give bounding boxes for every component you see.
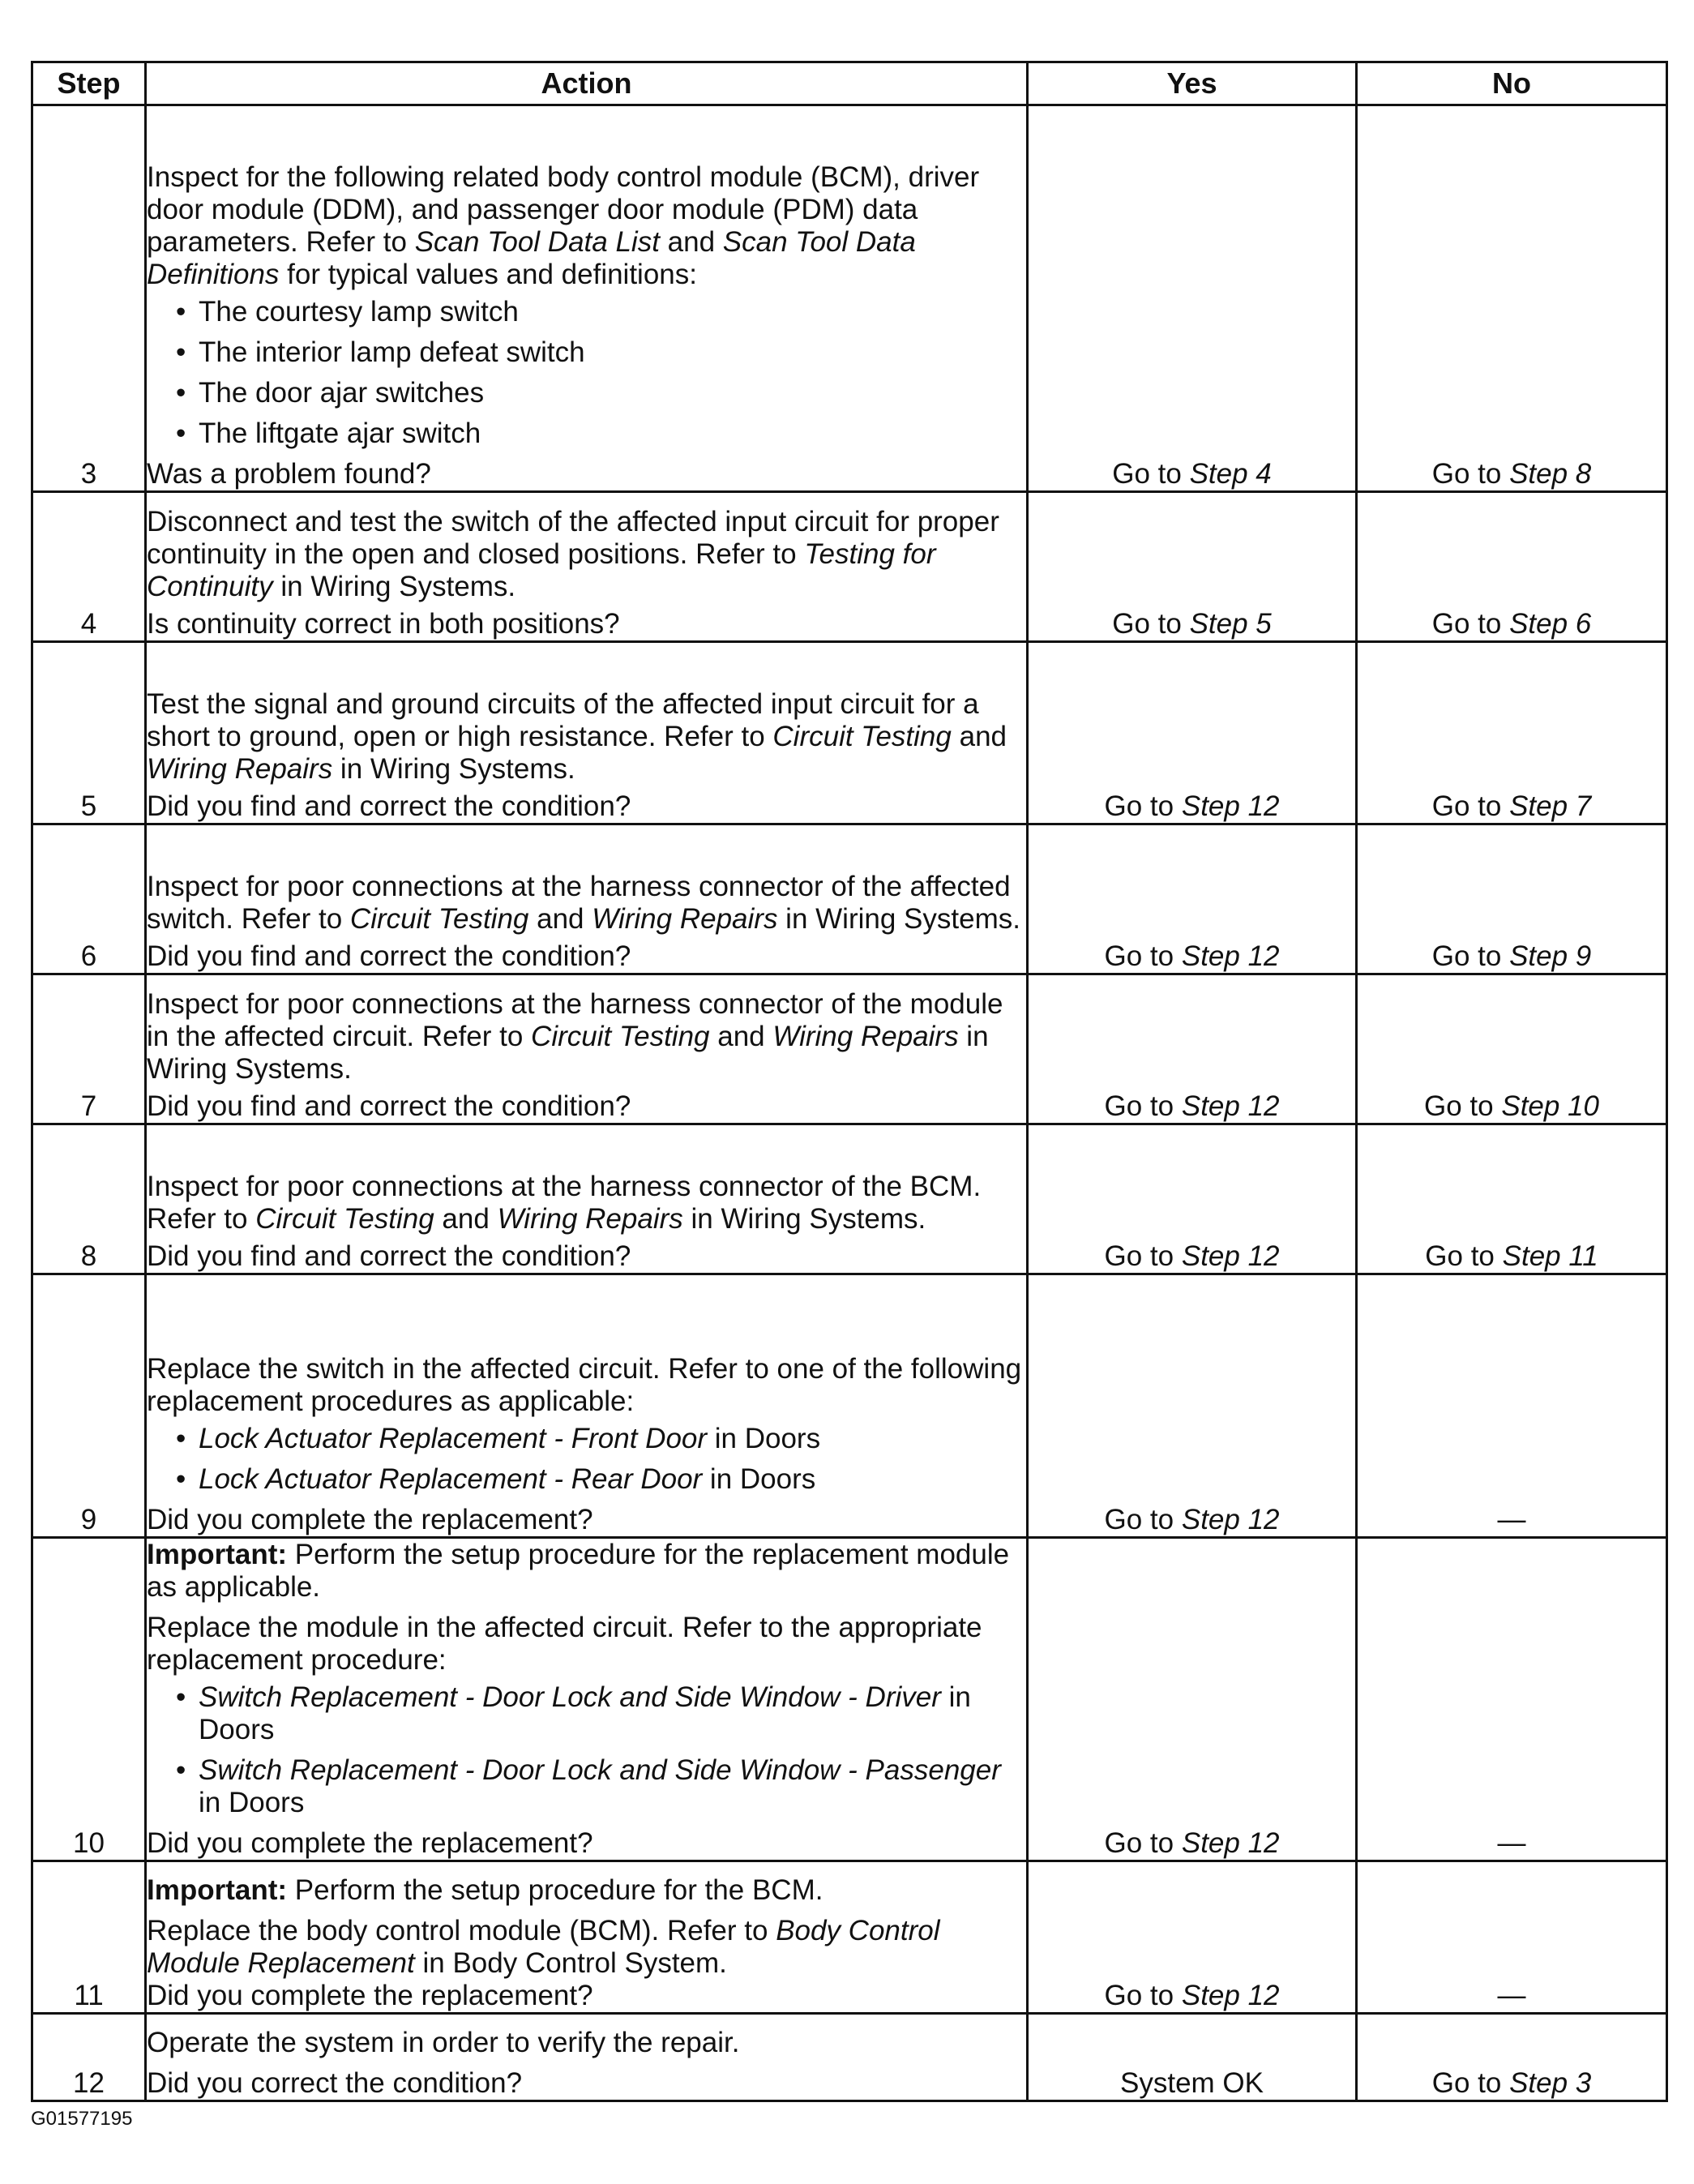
reference-link: Circuit Testing xyxy=(349,903,529,935)
list-item: • The courtesy lamp switch xyxy=(147,296,1026,328)
list-item: • The interior lamp defeat switch xyxy=(147,336,1026,369)
step-number: 8 xyxy=(32,1124,146,1274)
reference-link: Lock Actuator Replacement - Rear Door xyxy=(199,1463,703,1495)
table-row xyxy=(32,1274,1667,1538)
yes-cell: Go to Step 5 xyxy=(1028,492,1357,642)
no-cell: Go to Step 10 xyxy=(1357,974,1667,1124)
no-cell: Go to Step 11 xyxy=(1357,1124,1667,1274)
step-number: 7 xyxy=(32,974,146,1124)
reference-link: Testing for Continuity xyxy=(147,538,936,602)
action-text: Inspect for poor connections at the harness connector of the BCM. Refer to Circuit Testing and Wiring Repairs in Wiring Systems. xyxy=(147,1171,982,1235)
reference-link: Circuit Testing xyxy=(772,721,952,752)
reference-link: Lock Actuator Replacement - Front Door xyxy=(199,1423,708,1454)
action-cell xyxy=(146,1274,1028,1538)
table-row xyxy=(32,974,1667,1124)
action-cell xyxy=(146,1124,1028,1274)
step-number: 3 xyxy=(32,105,146,492)
header-step: Step xyxy=(32,62,146,105)
reference-link: Body Control Module Replacement xyxy=(147,1915,940,1979)
reference-link: Switch Replacement - Door Lock and Side Window - Passenger xyxy=(199,1754,1001,1786)
step-reference: Step 12 xyxy=(1181,1504,1280,1535)
step-reference: Step 7 xyxy=(1509,790,1592,822)
step-reference: Step 10 xyxy=(1501,1090,1599,1122)
step-number: 10 xyxy=(32,1538,146,1861)
header-row xyxy=(32,62,1667,105)
action-text: Inspect for poor connections at the harness connector of the affected switch. Refer to Circuit Testing and Wiring Repairs in Wiring Systems. xyxy=(147,871,1020,935)
question-text: Did you find and correct the condition? xyxy=(147,790,631,822)
table-row xyxy=(32,105,1667,492)
question-text: Is continuity correct in both positions? xyxy=(147,608,620,640)
no-cell: — xyxy=(1357,1538,1667,1861)
header-yes: Yes xyxy=(1028,62,1357,105)
list-item: • Lock Actuator Replacement - Rear Door in Doors xyxy=(147,1463,1026,1496)
yes-cell: Go to Step 4 xyxy=(1028,105,1357,492)
no-cell: Go to Step 6 xyxy=(1357,492,1667,642)
step-reference: Step 12 xyxy=(1181,1980,1280,2011)
yes-cell: Go to Step 12 xyxy=(1028,824,1357,974)
reference-link: Wiring Repairs xyxy=(147,753,333,785)
table-row xyxy=(32,642,1667,824)
yes-cell: Go to Step 12 xyxy=(1028,1861,1357,2014)
table-row xyxy=(32,2014,1667,2101)
table-row xyxy=(32,824,1667,974)
table-row xyxy=(32,1124,1667,1274)
no-cell: Go to Step 7 xyxy=(1357,642,1667,824)
reference-link: Wiring Repairs xyxy=(497,1203,683,1235)
step-reference: Step 12 xyxy=(1181,940,1280,972)
step-number: 11 xyxy=(32,1861,146,2014)
action-text: Operate the system in order to verify the repair. xyxy=(147,2027,740,2058)
yes-cell: Go to Step 12 xyxy=(1028,642,1357,824)
action-text: Inspect for the following related body control module (BCM), driver door module (DDM), and passenger door module (PDM) data parameters. Refer to Scan Tool Data List and Scan Tool Data Definitions for typical values and definitions: xyxy=(147,161,980,290)
yes-cell: Go to Step 12 xyxy=(1028,1274,1357,1538)
action-text: Disconnect and test the switch of the affected input circuit for proper continuity in the open and closed positions. Refer to Testing for Continuity in Wiring Systems. xyxy=(147,506,999,602)
no-cell: — xyxy=(1357,1861,1667,2014)
list-item: • The door ajar switches xyxy=(147,377,1026,409)
bullet-list xyxy=(147,296,1026,450)
question-text: Did you complete the replacement? xyxy=(147,1980,593,2011)
action-text: Replace the module in the affected circuit. Refer to the appropriate replacement procedure: xyxy=(147,1612,982,1676)
reference-link: Scan Tool Data List xyxy=(414,226,660,258)
step-reference: Step 5 xyxy=(1189,608,1272,640)
yes-cell: Go to Step 12 xyxy=(1028,1124,1357,1274)
important-note: Important: Perform the setup procedure for the replacement module as applicable. xyxy=(147,1539,1010,1603)
table-row xyxy=(32,492,1667,642)
step-number: 6 xyxy=(32,824,146,974)
action-cell xyxy=(146,105,1028,492)
action-cell xyxy=(146,492,1028,642)
bullet-list xyxy=(147,1681,1026,1819)
reference-link: Switch Replacement - Door Lock and Side Window - Driver xyxy=(199,1681,941,1713)
action-text: Replace the switch in the affected circuit. Refer to one of the following replacement procedures as applicable: xyxy=(147,1353,1022,1417)
reference-link: Scan Tool Data Definitions xyxy=(147,226,916,290)
header-no: No xyxy=(1357,62,1667,105)
reference-link: Circuit Testing xyxy=(255,1203,434,1235)
action-text: Test the signal and ground circuits of the affected input circuit for a short to ground, open or high resistance. Refer to Circuit Testing and Wiring Repairs in Wiring Systems. xyxy=(147,688,1007,785)
question-text: Did you correct the condition? xyxy=(147,2067,523,2099)
step-reference: Step 9 xyxy=(1509,940,1592,972)
step-reference: Step 12 xyxy=(1181,1240,1280,1272)
list-item: • Switch Replacement - Door Lock and Side Window - Driver in Doors xyxy=(147,1681,1026,1746)
action-cell xyxy=(146,1538,1028,1861)
step-reference: Step 3 xyxy=(1509,2067,1592,2099)
diagnostic-table xyxy=(31,61,1668,2102)
table-row xyxy=(32,1861,1667,2014)
step-reference: Step 4 xyxy=(1189,458,1272,490)
list-item: • Lock Actuator Replacement - Front Door in Doors xyxy=(147,1423,1026,1455)
important-label: Important: xyxy=(147,1539,288,1570)
step-reference: Step 12 xyxy=(1181,1827,1280,1859)
step-number: 4 xyxy=(32,492,146,642)
action-cell xyxy=(146,642,1028,824)
step-number: 12 xyxy=(32,2014,146,2101)
question-text: Did you complete the replacement? xyxy=(147,1827,593,1859)
reference-link: Wiring Repairs xyxy=(592,903,778,935)
action-text: Inspect for poor connections at the harness connector of the module in the affected circuit. Refer to Circuit Testing and Wiring Repairs in Wiring Systems. xyxy=(147,988,1003,1085)
step-reference: Step 12 xyxy=(1181,790,1280,822)
action-cell xyxy=(146,824,1028,974)
action-cell xyxy=(146,1861,1028,2014)
list-item: • Switch Replacement - Door Lock and Side Window - Passenger in Doors xyxy=(147,1754,1026,1819)
no-cell: Go to Step 3 xyxy=(1357,2014,1667,2101)
list-item: • The liftgate ajar switch xyxy=(147,418,1026,450)
reference-link: Wiring Repairs xyxy=(772,1021,959,1052)
figure-code: G01577195 xyxy=(31,2108,133,2130)
step-reference: Step 12 xyxy=(1181,1090,1280,1122)
question-text: Did you find and correct the condition? xyxy=(147,1090,631,1122)
no-cell: Go to Step 8 xyxy=(1357,105,1667,492)
action-cell xyxy=(146,2014,1028,2101)
action-cell xyxy=(146,974,1028,1124)
header-action: Action xyxy=(146,62,1028,105)
important-label: Important: xyxy=(147,1874,288,1906)
question-text: Was a problem found? xyxy=(147,458,431,490)
table-row xyxy=(32,1538,1667,1861)
yes-cell: System OK xyxy=(1028,2014,1357,2101)
yes-cell: Go to Step 12 xyxy=(1028,974,1357,1124)
step-number: 9 xyxy=(32,1274,146,1538)
yes-cell: Go to Step 12 xyxy=(1028,1538,1357,1861)
diagnostic-table-container xyxy=(31,61,1666,2102)
important-note: Important: Perform the setup procedure for the BCM. xyxy=(147,1874,823,1906)
no-cell: — xyxy=(1357,1274,1667,1538)
action-text: Replace the body control module (BCM). Refer to Body Control Module Replacement in Body Control System. xyxy=(147,1915,940,1979)
step-reference: Step 11 xyxy=(1502,1240,1598,1272)
step-reference: Step 6 xyxy=(1509,608,1592,640)
question-text: Did you find and correct the condition? xyxy=(147,1240,631,1272)
question-text: Did you find and correct the condition? xyxy=(147,940,631,972)
question-text: Did you complete the replacement? xyxy=(147,1504,593,1535)
bullet-list xyxy=(147,1423,1026,1496)
reference-link: Circuit Testing xyxy=(531,1021,710,1052)
step-number: 5 xyxy=(32,642,146,824)
no-cell: Go to Step 9 xyxy=(1357,824,1667,974)
step-reference: Step 8 xyxy=(1509,458,1592,490)
